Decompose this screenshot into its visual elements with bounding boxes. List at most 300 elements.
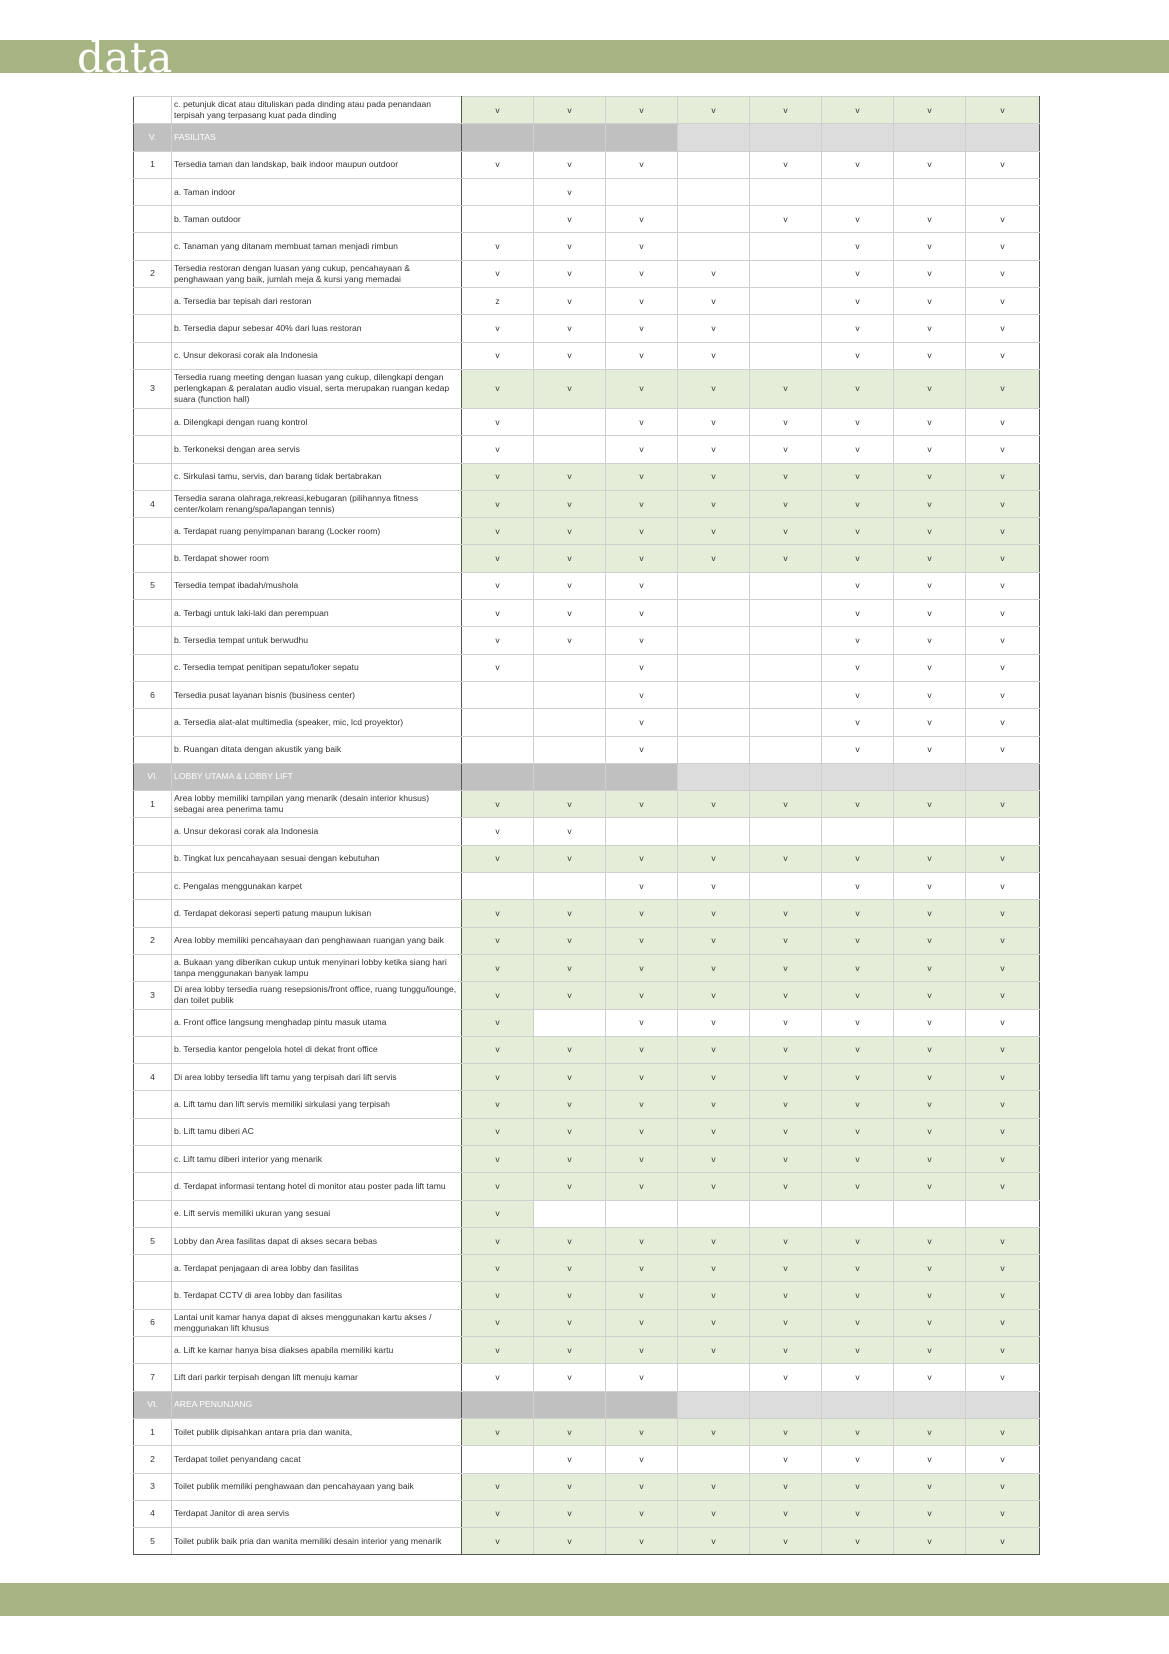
check-cell: v — [462, 342, 534, 369]
row-number — [134, 654, 172, 681]
section-title: LOBBY UTAMA & LOBBY LIFT — [172, 763, 462, 790]
check-cell: v — [822, 1473, 894, 1500]
criteria-text: b. Tersedia dapur sebesar 40% dari luas restoran — [172, 315, 462, 342]
check-cell: v — [822, 845, 894, 872]
row-number — [134, 1200, 172, 1227]
check-cell: v — [966, 1528, 1040, 1555]
criteria-text: Tersedia pusat layanan bisnis (business center) — [172, 681, 462, 708]
check-cell: v — [822, 1091, 894, 1118]
check-cell — [750, 178, 822, 205]
table-row — [134, 1200, 1040, 1227]
check-cell: v — [966, 709, 1040, 736]
check-cell: v — [750, 845, 822, 872]
check-cell — [534, 124, 606, 151]
check-cell: v — [606, 490, 678, 517]
check-cell: v — [462, 369, 534, 408]
check-cell: v — [678, 315, 750, 342]
criteria-text: Area lobby memiliki pencahayaan dan penghawaan ruangan yang baik — [172, 927, 462, 954]
check-cell: v — [822, 873, 894, 900]
row-number — [134, 1091, 172, 1118]
check-cell: v — [462, 900, 534, 927]
table-row — [134, 818, 1040, 845]
table-row — [134, 206, 1040, 233]
check-cell — [750, 763, 822, 790]
criteria-text: b. Tersedia tempat untuk berwudhu — [172, 627, 462, 654]
check-cell: v — [534, 954, 606, 981]
check-cell: v — [822, 1145, 894, 1172]
check-cell — [678, 818, 750, 845]
check-cell: v — [534, 791, 606, 818]
check-cell: v — [966, 1118, 1040, 1145]
table-row — [134, 627, 1040, 654]
check-cell: v — [750, 97, 822, 124]
check-cell — [534, 1391, 606, 1418]
check-cell — [534, 736, 606, 763]
check-cell: v — [894, 436, 966, 463]
check-cell: v — [678, 791, 750, 818]
check-cell: v — [678, 369, 750, 408]
section-row — [134, 763, 1040, 790]
check-cell: v — [966, 736, 1040, 763]
check-cell — [894, 818, 966, 845]
check-cell: v — [822, 463, 894, 490]
check-cell: v — [606, 572, 678, 599]
table-row — [134, 518, 1040, 545]
check-cell: v — [966, 545, 1040, 572]
check-cell — [894, 1391, 966, 1418]
check-cell — [462, 124, 534, 151]
check-cell: v — [534, 545, 606, 572]
check-cell — [678, 763, 750, 790]
row-number: V. — [134, 124, 172, 151]
check-cell: v — [678, 1255, 750, 1282]
check-cell: v — [534, 845, 606, 872]
table-row — [134, 1173, 1040, 1200]
row-number: 5 — [134, 572, 172, 599]
criteria-text: b. Terdapat CCTV di area lobby dan fasilitas — [172, 1282, 462, 1309]
check-cell: v — [606, 791, 678, 818]
check-cell — [678, 600, 750, 627]
check-cell: v — [966, 1446, 1040, 1473]
table-row — [134, 436, 1040, 463]
check-cell: v — [606, 1282, 678, 1309]
check-cell — [966, 1391, 1040, 1418]
row-number: 3 — [134, 982, 172, 1009]
check-cell: v — [534, 490, 606, 517]
check-cell: v — [678, 1036, 750, 1063]
check-cell: v — [894, 1282, 966, 1309]
check-cell: v — [606, 954, 678, 981]
check-cell: v — [534, 178, 606, 205]
row-number — [134, 1145, 172, 1172]
check-cell: v — [678, 1528, 750, 1555]
check-cell: v — [966, 1418, 1040, 1445]
check-cell: v — [606, 1473, 678, 1500]
check-cell: v — [462, 1009, 534, 1036]
check-cell: v — [606, 260, 678, 287]
check-cell: v — [606, 1309, 678, 1336]
check-cell: v — [534, 818, 606, 845]
check-cell: v — [678, 545, 750, 572]
check-cell: v — [750, 1145, 822, 1172]
check-cell — [678, 124, 750, 151]
check-cell: v — [966, 1009, 1040, 1036]
check-cell: v — [678, 1064, 750, 1091]
row-number: 3 — [134, 1473, 172, 1500]
check-cell: v — [966, 260, 1040, 287]
check-cell: v — [966, 1255, 1040, 1282]
check-cell — [606, 124, 678, 151]
row-number — [134, 545, 172, 572]
row-number: 3 — [134, 369, 172, 408]
check-cell: v — [966, 288, 1040, 315]
check-cell: v — [678, 518, 750, 545]
check-cell — [750, 709, 822, 736]
check-cell: v — [606, 1009, 678, 1036]
check-cell: v — [894, 681, 966, 708]
check-cell: v — [462, 627, 534, 654]
check-cell: v — [606, 206, 678, 233]
row-number — [134, 463, 172, 490]
criteria-text: Toilet publik dipisahkan antara pria dan wanita, — [172, 1418, 462, 1445]
table-row — [134, 260, 1040, 287]
check-cell: v — [966, 681, 1040, 708]
check-cell — [822, 1391, 894, 1418]
check-cell: v — [822, 627, 894, 654]
check-cell: v — [822, 1282, 894, 1309]
criteria-text: a. Taman indoor — [172, 178, 462, 205]
check-cell: v — [462, 818, 534, 845]
check-cell: v — [606, 1528, 678, 1555]
check-cell: v — [822, 1364, 894, 1391]
check-cell: v — [606, 1418, 678, 1445]
check-cell — [678, 709, 750, 736]
row-number — [134, 315, 172, 342]
header-bar — [0, 40, 1169, 73]
check-cell: v — [966, 369, 1040, 408]
check-cell: v — [606, 654, 678, 681]
check-cell: v — [894, 315, 966, 342]
check-cell: v — [894, 600, 966, 627]
row-number: 4 — [134, 1064, 172, 1091]
check-cell: v — [462, 1227, 534, 1254]
table-row — [134, 1500, 1040, 1527]
footer-bar — [0, 1583, 1169, 1616]
check-cell: v — [534, 97, 606, 124]
check-cell: v — [822, 518, 894, 545]
check-cell: v — [678, 900, 750, 927]
table-row — [134, 463, 1040, 490]
check-cell: v — [606, 1173, 678, 1200]
check-cell: v — [678, 1009, 750, 1036]
criteria-text: c. petunjuk dicat atau dituliskan pada dinding atau pada penandaan terpisah yang terpasang kuat pada dinding — [172, 97, 462, 124]
check-cell: v — [966, 315, 1040, 342]
check-cell: v — [894, 1036, 966, 1063]
check-cell: v — [750, 490, 822, 517]
row-number — [134, 1173, 172, 1200]
check-cell: v — [822, 315, 894, 342]
check-cell — [534, 654, 606, 681]
criteria-text: a. Tersedia alat-alat multimedia (speaker, mic, lcd proyektor) — [172, 709, 462, 736]
section-title: FASILITAS — [172, 124, 462, 151]
check-cell: v — [894, 463, 966, 490]
check-cell — [966, 178, 1040, 205]
check-cell: v — [750, 1446, 822, 1473]
row-number — [134, 97, 172, 124]
check-cell: v — [606, 982, 678, 1009]
check-cell: v — [750, 369, 822, 408]
table-row — [134, 1009, 1040, 1036]
check-cell — [750, 288, 822, 315]
check-cell: v — [534, 206, 606, 233]
check-cell: v — [894, 1145, 966, 1172]
criteria-text: Lantai unit kamar hanya dapat di akses menggunakan kartu akses / menggunakan lift khusus — [172, 1309, 462, 1336]
table-row — [134, 1118, 1040, 1145]
criteria-text: b. Ruangan ditata dengan akustik yang baik — [172, 736, 462, 763]
check-cell: v — [822, 1446, 894, 1473]
check-cell: v — [750, 1337, 822, 1364]
check-cell: v — [822, 408, 894, 435]
check-cell — [462, 873, 534, 900]
check-cell: v — [822, 1500, 894, 1527]
check-cell: v — [822, 1418, 894, 1445]
check-cell: v — [606, 369, 678, 408]
check-cell: v — [606, 1446, 678, 1473]
check-cell: v — [534, 1364, 606, 1391]
check-cell: v — [462, 791, 534, 818]
table-row — [134, 873, 1040, 900]
check-cell — [462, 178, 534, 205]
row-number — [134, 627, 172, 654]
check-cell: v — [534, 288, 606, 315]
check-cell: v — [894, 342, 966, 369]
check-cell: v — [750, 1227, 822, 1254]
check-cell: v — [822, 369, 894, 408]
check-cell: v — [822, 233, 894, 260]
check-cell: v — [462, 1473, 534, 1500]
row-number — [134, 233, 172, 260]
check-cell — [894, 124, 966, 151]
check-cell: v — [534, 1282, 606, 1309]
row-number — [134, 436, 172, 463]
check-cell: v — [966, 572, 1040, 599]
check-cell: v — [462, 233, 534, 260]
check-cell: v — [462, 1528, 534, 1555]
check-cell: v — [822, 1337, 894, 1364]
check-cell: v — [894, 709, 966, 736]
check-cell: v — [606, 315, 678, 342]
criteria-text: b. Terkoneksi dengan area servis — [172, 436, 462, 463]
table-row — [134, 1473, 1040, 1500]
check-cell — [678, 1200, 750, 1227]
check-cell: v — [750, 1173, 822, 1200]
row-number: 2 — [134, 1446, 172, 1473]
check-cell: v — [678, 927, 750, 954]
check-cell — [534, 873, 606, 900]
check-cell: v — [894, 900, 966, 927]
row-number — [134, 288, 172, 315]
criteria-text: a. Unsur dekorasi corak ala Indonesia — [172, 818, 462, 845]
check-cell — [678, 206, 750, 233]
check-cell: v — [534, 518, 606, 545]
check-cell: v — [534, 1227, 606, 1254]
check-cell: v — [750, 1255, 822, 1282]
check-cell — [678, 681, 750, 708]
criteria-text: a. Terdapat penjagaan di area lobby dan fasilitas — [172, 1255, 462, 1282]
row-number: 6 — [134, 681, 172, 708]
check-cell: v — [534, 1036, 606, 1063]
check-cell: v — [750, 1473, 822, 1500]
checklist-table — [133, 96, 1040, 1555]
row-number: 1 — [134, 1418, 172, 1445]
criteria-text: Tersedia taman dan landskap, baik indoor maupun outdoor — [172, 151, 462, 178]
check-cell: v — [822, 1036, 894, 1063]
check-cell: v — [966, 954, 1040, 981]
criteria-text: a. Lift ke kamar hanya bisa diakses apabila memiliki kartu — [172, 1337, 462, 1364]
check-cell: v — [678, 408, 750, 435]
check-cell — [678, 1446, 750, 1473]
check-cell: v — [534, 151, 606, 178]
check-cell: v — [678, 342, 750, 369]
check-cell: v — [606, 1064, 678, 1091]
check-cell: v — [750, 1036, 822, 1063]
check-cell: v — [606, 1227, 678, 1254]
check-cell — [750, 342, 822, 369]
check-cell: v — [894, 260, 966, 287]
check-cell: v — [462, 151, 534, 178]
criteria-text: b. Terdapat shower room — [172, 545, 462, 572]
check-cell — [462, 1446, 534, 1473]
criteria-text: Lobby dan Area fasilitas dapat di akses secara bebas — [172, 1227, 462, 1254]
check-cell: v — [822, 151, 894, 178]
check-cell: v — [894, 1227, 966, 1254]
check-cell — [822, 818, 894, 845]
check-cell: v — [822, 436, 894, 463]
check-cell: v — [534, 233, 606, 260]
row-number — [134, 845, 172, 872]
check-cell: v — [894, 490, 966, 517]
check-cell: v — [534, 1418, 606, 1445]
check-cell — [534, 709, 606, 736]
check-cell: v — [822, 791, 894, 818]
check-cell: v — [894, 97, 966, 124]
table-row — [134, 1418, 1040, 1445]
check-cell: v — [678, 1227, 750, 1254]
criteria-text: b. Taman outdoor — [172, 206, 462, 233]
table-row — [134, 1528, 1040, 1555]
check-cell: v — [534, 900, 606, 927]
check-cell: v — [822, 206, 894, 233]
table-row — [134, 982, 1040, 1009]
row-number — [134, 900, 172, 927]
table-row — [134, 288, 1040, 315]
check-cell — [750, 873, 822, 900]
check-cell: v — [606, 463, 678, 490]
check-cell: v — [606, 233, 678, 260]
check-cell: v — [534, 342, 606, 369]
check-cell: v — [966, 1364, 1040, 1391]
check-cell — [750, 600, 822, 627]
row-number — [134, 1255, 172, 1282]
row-number: 4 — [134, 490, 172, 517]
row-number — [134, 1337, 172, 1364]
check-cell: v — [750, 1009, 822, 1036]
check-cell — [678, 736, 750, 763]
check-cell: v — [822, 900, 894, 927]
check-cell: v — [966, 982, 1040, 1009]
check-cell: v — [750, 1064, 822, 1091]
check-cell: v — [750, 545, 822, 572]
check-cell — [750, 1391, 822, 1418]
criteria-text: Area lobby memiliki tampilan yang menarik (desain interior khusus) sebagai area penerima tamu — [172, 791, 462, 818]
check-cell: v — [750, 1282, 822, 1309]
criteria-text: e. Lift servis memiliki ukuran yang sesuai — [172, 1200, 462, 1227]
table-row — [134, 1337, 1040, 1364]
check-cell — [678, 233, 750, 260]
check-cell: v — [750, 954, 822, 981]
check-cell: v — [750, 1091, 822, 1118]
check-cell: v — [966, 873, 1040, 900]
table-row — [134, 900, 1040, 927]
table-row — [134, 1364, 1040, 1391]
check-cell: v — [894, 927, 966, 954]
check-cell: v — [678, 982, 750, 1009]
check-cell: v — [462, 1337, 534, 1364]
check-cell: v — [750, 982, 822, 1009]
check-cell: v — [534, 1173, 606, 1200]
check-cell: v — [822, 545, 894, 572]
check-cell: v — [894, 1173, 966, 1200]
check-cell: v — [822, 1227, 894, 1254]
check-cell: v — [678, 1091, 750, 1118]
check-cell: v — [750, 463, 822, 490]
table-row — [134, 369, 1040, 408]
check-cell: v — [894, 954, 966, 981]
check-cell: v — [966, 436, 1040, 463]
criteria-text: b. Tersedia kantor pengelola hotel di dekat front office — [172, 1036, 462, 1063]
check-cell — [678, 1391, 750, 1418]
check-cell: v — [678, 1337, 750, 1364]
check-cell: v — [678, 1473, 750, 1500]
check-cell: v — [462, 1364, 534, 1391]
check-cell: v — [462, 545, 534, 572]
check-cell: v — [678, 490, 750, 517]
check-cell — [750, 315, 822, 342]
row-number: 1 — [134, 791, 172, 818]
check-cell: v — [966, 97, 1040, 124]
check-cell: v — [606, 927, 678, 954]
check-cell: v — [462, 463, 534, 490]
check-cell: v — [894, 233, 966, 260]
table-row — [134, 1091, 1040, 1118]
check-cell: v — [534, 1337, 606, 1364]
table-row — [134, 1309, 1040, 1336]
check-cell: v — [966, 845, 1040, 872]
check-cell: v — [822, 1309, 894, 1336]
check-cell: v — [894, 1500, 966, 1527]
check-cell: v — [966, 1337, 1040, 1364]
check-cell: v — [678, 845, 750, 872]
check-cell: v — [822, 490, 894, 517]
check-cell: v — [606, 1255, 678, 1282]
criteria-text: a. Dilengkapi dengan ruang kontrol — [172, 408, 462, 435]
check-cell: v — [750, 1418, 822, 1445]
check-cell: v — [966, 1091, 1040, 1118]
check-cell — [462, 681, 534, 708]
check-cell — [750, 818, 822, 845]
table-row — [134, 1064, 1040, 1091]
check-cell: v — [894, 572, 966, 599]
